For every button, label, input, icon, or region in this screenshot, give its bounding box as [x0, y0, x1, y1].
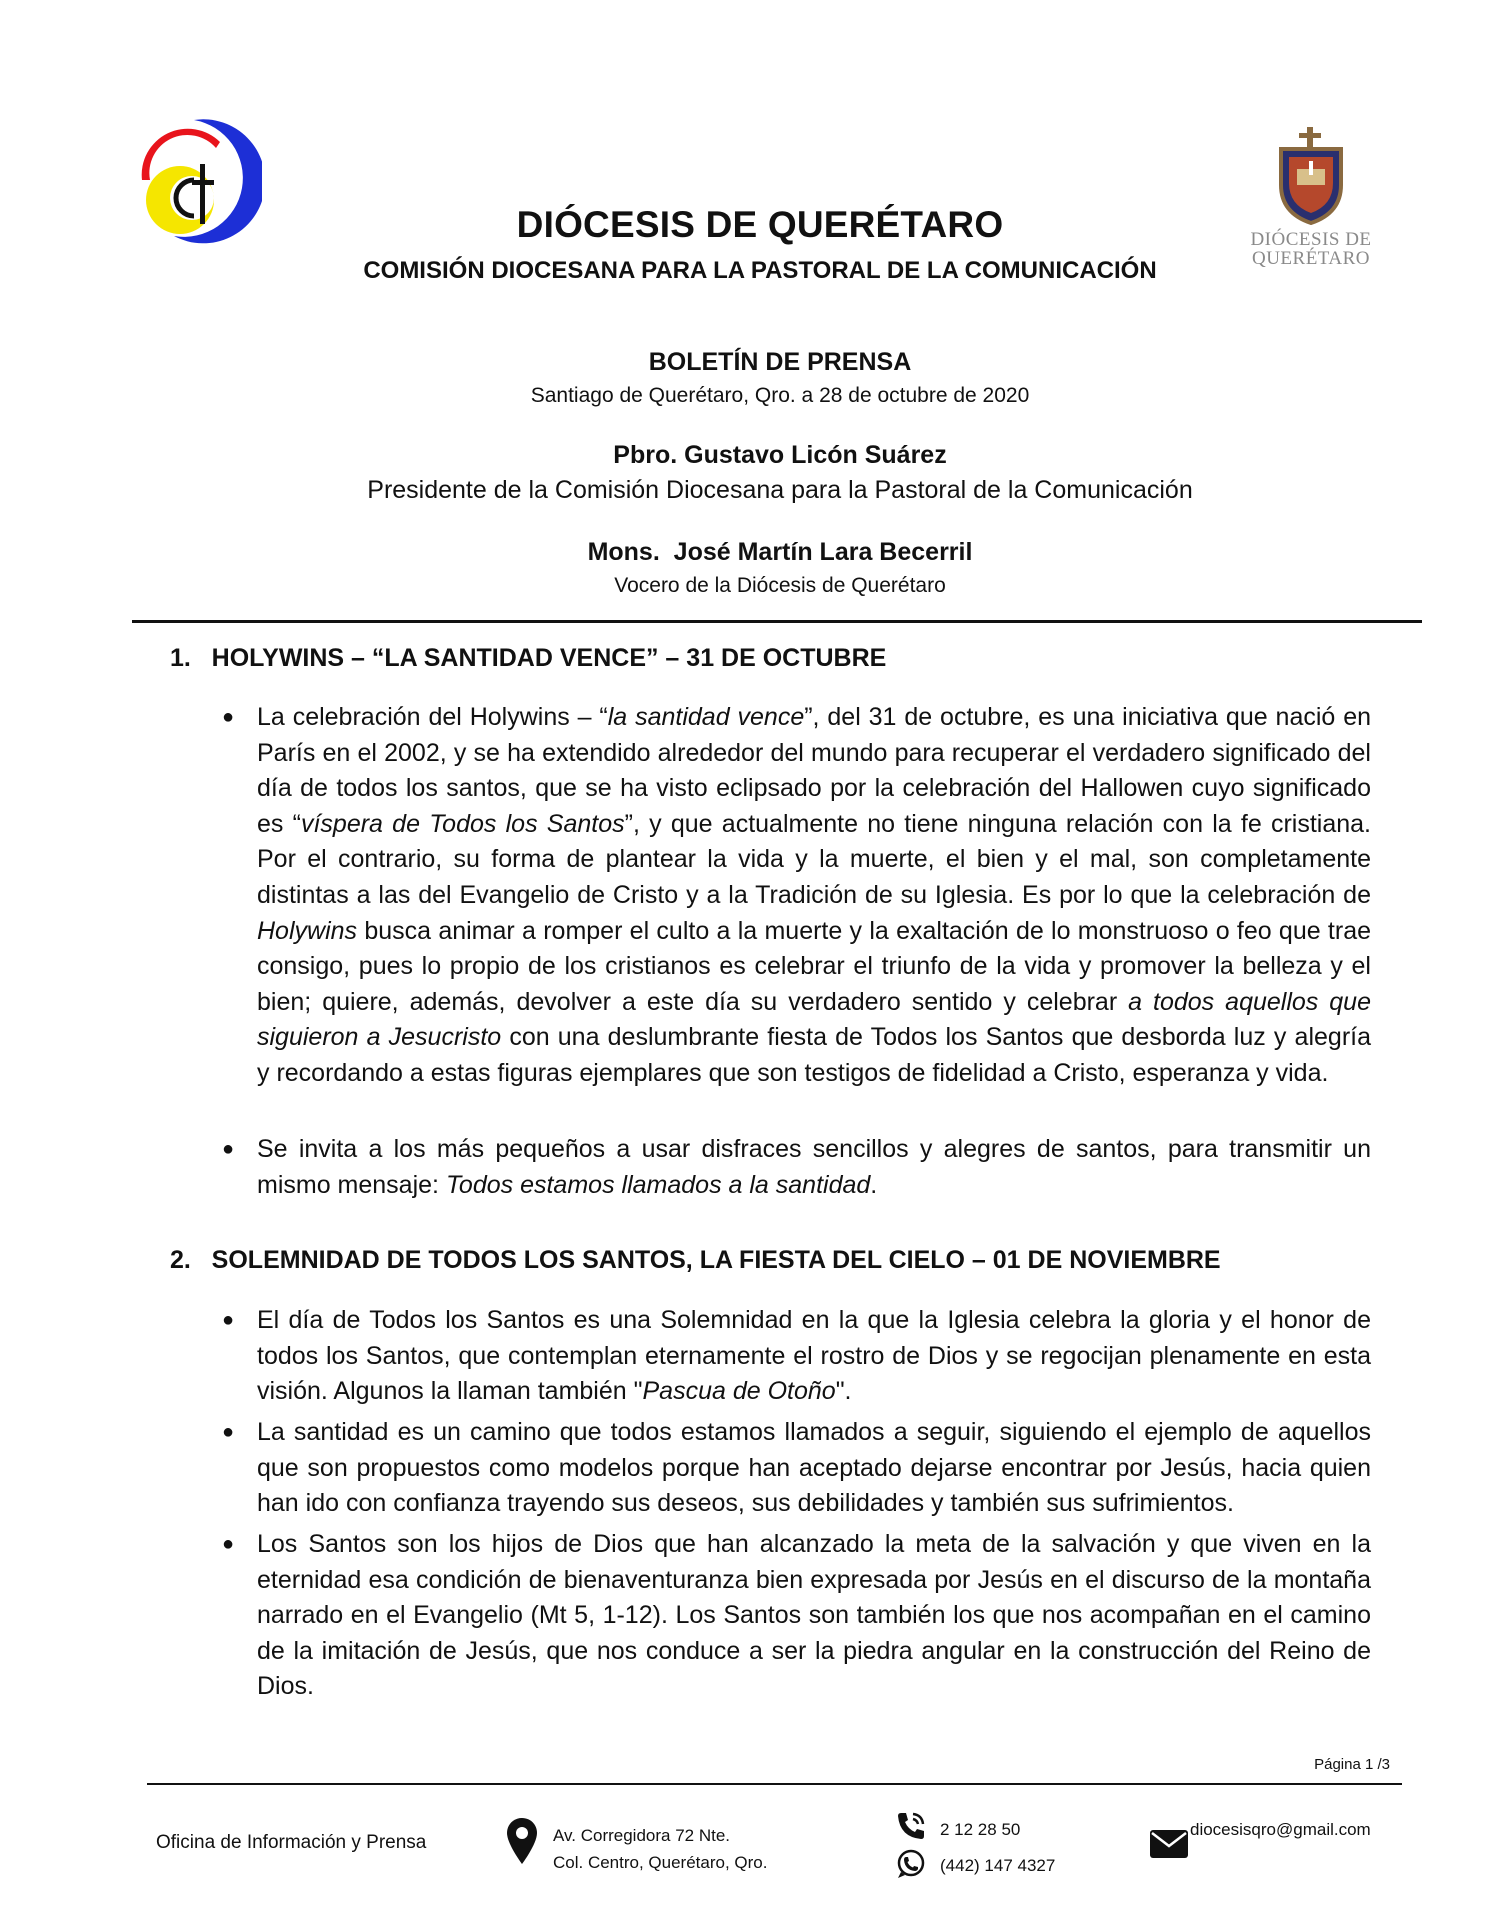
header-divider: [132, 620, 1422, 623]
text-run: ”, del 31 de octubre, es una iniciativa que nació en París en el 2002, y se ha extendido alrededor del mundo para recuperar el verdadero significado del día de todos los santos, que se ha visto eclipsado por la celebración del Hallowen cuyo significado es “: [257, 703, 1372, 838]
page-number: Página 1 /3: [1314, 1756, 1390, 1773]
bullet-text: [257, 1132, 1371, 1203]
bullet-dot: ●: [222, 1533, 235, 1555]
italic-text: a todos aquellos que siguieron a Jesucristo: [257, 987, 1371, 1052]
mail-icon: [1150, 1830, 1188, 1863]
footer-email: diocesisqro@gmail.com: [1190, 1820, 1371, 1839]
text-run: Se invita a los más pequeños a usar disfraces sencillos y alegres de santos, para transmitir un mismo mensaje:: [257, 1135, 1371, 1199]
president-role: Presidente de la Comisión Diocesana para la Pastoral de la Comunicación: [367, 476, 1193, 504]
footer-phones: [940, 1812, 1055, 1884]
bullet-text: [257, 1527, 1371, 1705]
bullet-dot: ●: [222, 1421, 235, 1443]
text-run: Los Santos son los hijos de Dios que han alcanzado la meta de la salvación y que viven en la eternidad esa condición de bienaventuranza bien expresada por Jesús en el discurso de la montaña narrado en el Evangelio (Mt 5, 1-12). Los Santos son también los que nos acompañan en el camino de la imitación de Jesús, que nos conduce a ser la piedra angular en la construcción del Reino de Dios.: [257, 1530, 1371, 1701]
text-run: La santidad es un camino que todos estamos llamados a seguir, siguiendo el ejemplo de aquellos que son propuestos como modelos porque han aceptado dejarse encontrar por Jesús, hacia quien han ido con confianza trayendo sus deseos, sus debilidades y también sus sufrimientos.: [257, 1418, 1371, 1518]
seal-text-line2: QUERÉTARO: [1251, 248, 1371, 269]
bullet-text: [257, 700, 1371, 1092]
text-run: con una deslumbrante fiesta de Todos los Santos que desborda luz y alegría y recordando a estas figuras ejemplares que son testigos de fidelidad a Cristo, esperanza y vida.: [257, 1023, 1371, 1087]
phone-icon: [895, 1810, 927, 1847]
address-line-2: Col. Centro, Querétaro, Qro.: [553, 1853, 768, 1872]
seal-text-line1: DIÓCESIS DE: [1250, 229, 1372, 250]
bullet-dot: ●: [222, 706, 235, 728]
bullet-dot: ●: [222, 1138, 235, 1160]
italic-text: Pascua de Otoño: [642, 1377, 836, 1406]
address-line-1: Av. Corregidora 72 Nte.: [553, 1826, 731, 1845]
text-run: ”, y que actualmente no tiene ninguna relación con la fe cristiana. Por el contrario, su forma de plantear la vida y la muerte, el bien y el mal, son completamente distintas a las del Evangelio de Cristo y a la Tradición de su Iglesia. Es por lo que la celebración de: [257, 809, 1371, 909]
spokesman-name: Mons. José Martín Lara Becerril: [587, 538, 973, 566]
bullet-dot: ●: [222, 1309, 235, 1331]
italic-text: Todos estamos llamados a la santidad: [445, 1170, 871, 1199]
page-title: DIÓCESIS DE QUERÉTARO: [516, 204, 1004, 245]
bulletin-date: Santiago de Querétaro, Qro. a 28 de octubre de 2020: [530, 384, 1030, 407]
footer-divider: [147, 1783, 1402, 1785]
section-title-1: 1. HOLYWINS – “LA SANTIDAD VENCE” – 31 DE OCTUBRE: [170, 644, 887, 672]
italic-text: víspera de Todos los Santos: [300, 809, 625, 838]
footer-address: [553, 1822, 767, 1876]
text-run: La celebración del Holywins – “: [257, 703, 608, 731]
president-name: Pbro. Gustavo Licón Suárez: [613, 441, 947, 469]
bullet-text: [257, 1303, 1371, 1410]
footer-office: Oficina de Información y Prensa: [156, 1832, 427, 1853]
text-run: ".: [835, 1377, 852, 1406]
whatsapp-icon: [895, 1848, 927, 1885]
bulletin-title: BOLETÍN DE PRENSA: [648, 348, 912, 376]
italic-text: Holywins: [257, 916, 358, 945]
section-title-2: 2. SOLEMNIDAD DE TODOS LOS SANTOS, LA FIESTA DEL CIELO – 01 DE NOVIEMBRE: [170, 1246, 1221, 1274]
diocese-seal: [1240, 125, 1382, 270]
whatsapp-number: (442) 147 4327: [940, 1856, 1056, 1875]
text-run: El día de Todos los Santos es una Solemnidad en la que la Iglesia celebra la gloria y el honor de todos los Santos, que contemplan eternamente el rostro de Dios y se regocijan plenamente en esta visión. Algunos la llaman también ": [257, 1306, 1371, 1406]
location-pin-icon: [507, 1818, 537, 1869]
phone-number: 2 12 28 50: [940, 1820, 1021, 1839]
page-subtitle: COMISIÓN DIOCESANA PARA LA PASTORAL DE LA COMUNICACIÓN: [363, 257, 1157, 284]
spokesman-role: Vocero de la Diócesis de Querétaro: [614, 574, 946, 597]
text-run: busca animar a romper el culto a la muerte y la exaltación de lo monstruoso o feo que trae consigo, pues lo propio de los cristianos es celebrar el triunfo de la vida y promover la belleza y el bien; quiere, además, devolver a este día su verdadero sentido y celebrar: [257, 916, 1371, 1016]
bullet-text: [257, 1415, 1371, 1522]
text-run: .: [870, 1170, 878, 1199]
italic-text: la santidad vence: [607, 703, 805, 731]
